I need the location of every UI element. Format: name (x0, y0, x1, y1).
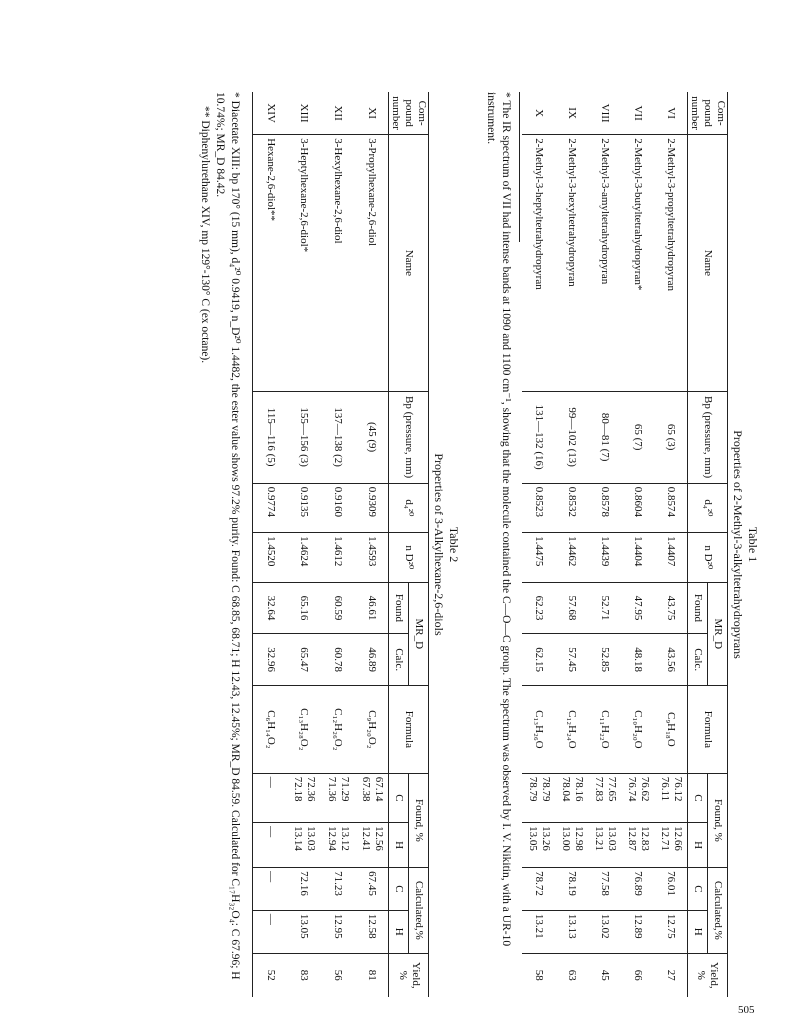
compound-name: 2-Methyl-3-hexyltetrahydropyran (556, 135, 589, 391)
formula: C₁₂H₂₄O (556, 686, 589, 774)
found-h: 12.66 12.71 (655, 823, 688, 868)
density: 0.8604 (622, 483, 655, 532)
table2-col-d: d₄²⁰ (389, 483, 429, 532)
table2-col-mr-calc: Calc. (389, 634, 409, 686)
table1-label: Table 1 (746, 526, 760, 563)
found-h: 13.26 13.05 (523, 823, 556, 868)
mr-found: 47.95 (622, 582, 655, 634)
table2-col-found-pct: Found, % (409, 773, 429, 867)
table1-col-bp: Bp (pressure, mm) (688, 391, 728, 483)
table2-footnote-1: * Diacetate XIII: bp 170° (15 mm), d₄²⁰ 0.9419, n_D²⁰ 1.4482, the ester value shows 97.2% purity. Found: C 68.85, 68.71; H 12.43, 12.45%; MR_D 84.59. Calculated for C₁₇H₃₂O₄: C 67.96; H 10.74%; MR_D 84.42. (214, 92, 242, 980)
table2-col-calc-pct: Calculated,% (409, 868, 429, 953)
table-row (355, 92, 389, 997)
yield: 27 (655, 953, 688, 997)
mr-calc: 46.89 (355, 634, 389, 686)
boiling-point: (45 (9) (355, 391, 389, 483)
table2-col-name: Name (389, 135, 429, 391)
yield: 45 (589, 953, 622, 997)
density: 0.8523 (523, 483, 556, 532)
table-row (321, 92, 355, 997)
table1-footnote: * The IR spectrum of VII had intense bands at 1090 and 1100 cm⁻¹, showing that the molecule contained the C—O—C group. The spectrum was observed by I. V. Nikitin, with a UR-10 instrument. (485, 92, 513, 947)
calc-h: 12.58 (355, 910, 389, 953)
boiling-point: 137—138 (2) (321, 391, 355, 483)
table2-col-calc-c: C (389, 868, 409, 911)
page-number: 505 (738, 1004, 755, 1016)
density: 0.8532 (556, 483, 589, 532)
calc-c: 76.89 (622, 868, 655, 911)
table2-col-formula: Formula (389, 686, 429, 774)
table-row (589, 92, 622, 997)
yield: 58 (523, 953, 556, 997)
formula: C₉H₂₀O₂ (355, 686, 389, 774)
mr-found: 60.59 (321, 582, 355, 634)
formula: C₁₀H₂₀O (622, 686, 655, 774)
calc-c: 77.58 (589, 868, 622, 911)
boiling-point: 131—132 (16) (523, 391, 556, 483)
boiling-point: 65 (7) (622, 391, 655, 483)
table-row (287, 92, 321, 997)
table1-col-n: n D²⁰ (688, 533, 728, 582)
mr-found: 52.71 (589, 582, 622, 634)
yield: 63 (556, 953, 589, 997)
table1-col-mr-found: Found (688, 582, 708, 634)
density: 0.9160 (321, 483, 355, 532)
calc-h: 13.13 (556, 910, 589, 953)
table2-label: Table 2 (447, 526, 462, 563)
compound-name: 3-Hexylhexane-2,6-diol (321, 135, 355, 391)
found-h: 12.83 12.87 (622, 823, 655, 868)
mr-calc: 32.96 (253, 634, 287, 686)
found-c: 77.65 77.83 (589, 773, 622, 822)
calc-c: 67.45 (355, 868, 389, 911)
calc-h: 12.75 (655, 910, 688, 953)
found-c: 71.29 71.36 (321, 773, 355, 822)
yield: 52 (253, 953, 287, 997)
density: 0.9774 (253, 483, 287, 532)
compound-number: XII (332, 105, 345, 121)
mr-calc: 62.15 (523, 634, 556, 686)
mr-found: 57.68 (556, 582, 589, 634)
compound-number: VI (665, 107, 678, 119)
table-row (523, 92, 556, 997)
compound-number: VIII (599, 103, 612, 123)
table1-col-found-h: H (688, 823, 708, 868)
table-row (622, 92, 655, 997)
boiling-point: 155—156 (3) (287, 391, 321, 483)
found-h: 13.03 13.14 (287, 823, 321, 868)
refractive-index: 1.4593 (355, 533, 389, 582)
table-row (253, 92, 287, 997)
mr-found: 43.75 (655, 582, 688, 634)
mr-calc: 43.56 (655, 634, 688, 686)
calc-h: 13.05 (287, 910, 321, 953)
found-h: 13.12 12.94 (321, 823, 355, 868)
table1-col-found-pct: Found, % (708, 773, 728, 867)
refractive-index: 1.4520 (253, 533, 287, 582)
mr-found: 46.61 (355, 582, 389, 634)
formula: C₁₃H₂₆O (523, 686, 556, 774)
table2-col-yield: Yield, % (389, 953, 429, 997)
table1-col-formula: Formula (688, 686, 728, 774)
found-h: 12.56 12.41 (355, 823, 389, 868)
table2-col-calc-h: H (389, 910, 409, 953)
calc-c: — (253, 868, 287, 911)
table1-col-calc-pct: Calculated,% (708, 868, 728, 953)
found-h: 12.98 13.00 (556, 823, 589, 868)
formula: C₉H₁₈O (655, 686, 688, 774)
compound-number: VII (632, 105, 645, 121)
yield: 66 (622, 953, 655, 997)
calc-c: 76.01 (655, 868, 688, 911)
yield: 83 (287, 953, 321, 997)
table1-col-calc-c: C (688, 868, 708, 911)
found-c: 67.14 67.38 (355, 773, 389, 822)
compound-name: 3-Propylhexane-2,6-diol (355, 135, 389, 391)
refractive-index: 1.4462 (556, 533, 589, 582)
table2-title: Properties of 3-Alkylhexane-2,6-diols (432, 453, 447, 636)
table2-col-mr-found: Found (389, 582, 409, 634)
compound-name: 3-Heptylhexane-2,6-diol* (287, 135, 321, 391)
table-row (556, 92, 589, 997)
found-c: — (253, 773, 287, 822)
rotated-page-content (160, 92, 760, 997)
table2-col-n: n D²⁰ (389, 533, 429, 582)
calc-h: — (253, 910, 287, 953)
refractive-index: 1.4407 (655, 533, 688, 582)
table1 (523, 92, 729, 997)
compound-name: Hexane-2,6-diol** (253, 135, 287, 391)
formula: C₁₂H₂₆O₂ (321, 686, 355, 774)
table1-col-name: Name (688, 135, 728, 391)
mr-found: 32.64 (253, 582, 287, 634)
table1-col-yield: Yield, % (688, 953, 728, 997)
table1-col-mr-calc: Calc. (688, 634, 708, 686)
refractive-index: 1.4439 (589, 533, 622, 582)
compound-number: XI (366, 107, 379, 119)
calc-h: 13.21 (523, 910, 556, 953)
calc-c: 72.16 (287, 868, 321, 911)
mr-found: 65.16 (287, 582, 321, 634)
mr-calc: 52.85 (589, 634, 622, 686)
compound-name: 2-Methyl-3-heptyltetrahydropyran (523, 135, 556, 391)
table1-col-number: Com- pound number (688, 92, 728, 135)
found-c: 78.79 78.79 (523, 773, 556, 822)
table2-footnote-2: ** Diphenylurethane XIV, mp 129°-130° C (ex octane). (199, 106, 212, 364)
table1-col-calc-h: H (688, 910, 708, 953)
density: 0.9135 (287, 483, 321, 532)
boiling-point: 65 (3) (655, 391, 688, 483)
found-c: 72.36 72.18 (287, 773, 321, 822)
table2 (253, 92, 430, 997)
table1-col-d: d₄²⁰ (688, 483, 728, 532)
mr-found: 62.23 (523, 582, 556, 634)
yield: 81 (355, 953, 389, 997)
yield: 56 (321, 953, 355, 997)
mr-calc: 65.47 (287, 634, 321, 686)
density: 0.8574 (655, 483, 688, 532)
found-c: 78.16 78.04 (556, 773, 589, 822)
table2-col-number: Com- pound number (389, 92, 429, 135)
table1-title: Properties of 2-Methyl-3-alkyltetrahydropyrans (731, 430, 745, 659)
found-c: 76.62 76.74 (622, 773, 655, 822)
compound-name: 2-Methyl-3-butyltetrahydropyran* (622, 135, 655, 391)
refractive-index: 1.4624 (287, 533, 321, 582)
table1-col-mr: MR_D (708, 582, 728, 685)
boiling-point: 99—102 (13) (556, 391, 589, 483)
formula: C₁₃H₂₈O₂ (287, 686, 321, 774)
footnote-rule (520, 92, 521, 242)
table2-col-bp: Bp (pressure, mm) (389, 391, 429, 483)
compound-number: X (533, 109, 546, 118)
table2-col-found-h: H (389, 823, 409, 868)
density: 0.9309 (355, 483, 389, 532)
table2-col-mr: MR_D (409, 582, 429, 685)
compound-number: IX (566, 107, 579, 119)
found-h: — (253, 823, 287, 868)
refractive-index: 1.4612 (321, 533, 355, 582)
refractive-index: 1.4475 (523, 533, 556, 582)
table-row (655, 92, 688, 997)
calc-c: 78.72 (523, 868, 556, 911)
mr-calc: 48.18 (622, 634, 655, 686)
found-c: 76.12 76.11 (655, 773, 688, 822)
compound-name: 2-Methyl-3-propyltetrahydropyran (655, 135, 688, 391)
formula: C₁₁H₂₂O (589, 686, 622, 774)
mr-calc: 60.78 (321, 634, 355, 686)
calc-h: 12.95 (321, 910, 355, 953)
boiling-point: 115—116 (5) (253, 391, 287, 483)
calc-h: 12.89 (622, 910, 655, 953)
compound-number: XIII (298, 103, 311, 123)
compound-number: XIV (264, 103, 277, 123)
mr-calc: 57.45 (556, 634, 589, 686)
calc-c: 78.19 (556, 868, 589, 911)
compound-name: 2-Methyl-3-amyltetrahydropyran (589, 135, 622, 391)
table1-col-found-c: C (688, 773, 708, 822)
density: 0.8578 (589, 483, 622, 532)
table2-col-found-c: C (389, 773, 409, 822)
calc-h: 13.02 (589, 910, 622, 953)
refractive-index: 1.4404 (622, 533, 655, 582)
boiling-point: 80—81 (7) (589, 391, 622, 483)
calc-c: 71.23 (321, 868, 355, 911)
formula: C₆H₁₄O₂ (253, 686, 287, 774)
found-h: 13.03 13.21 (589, 823, 622, 868)
